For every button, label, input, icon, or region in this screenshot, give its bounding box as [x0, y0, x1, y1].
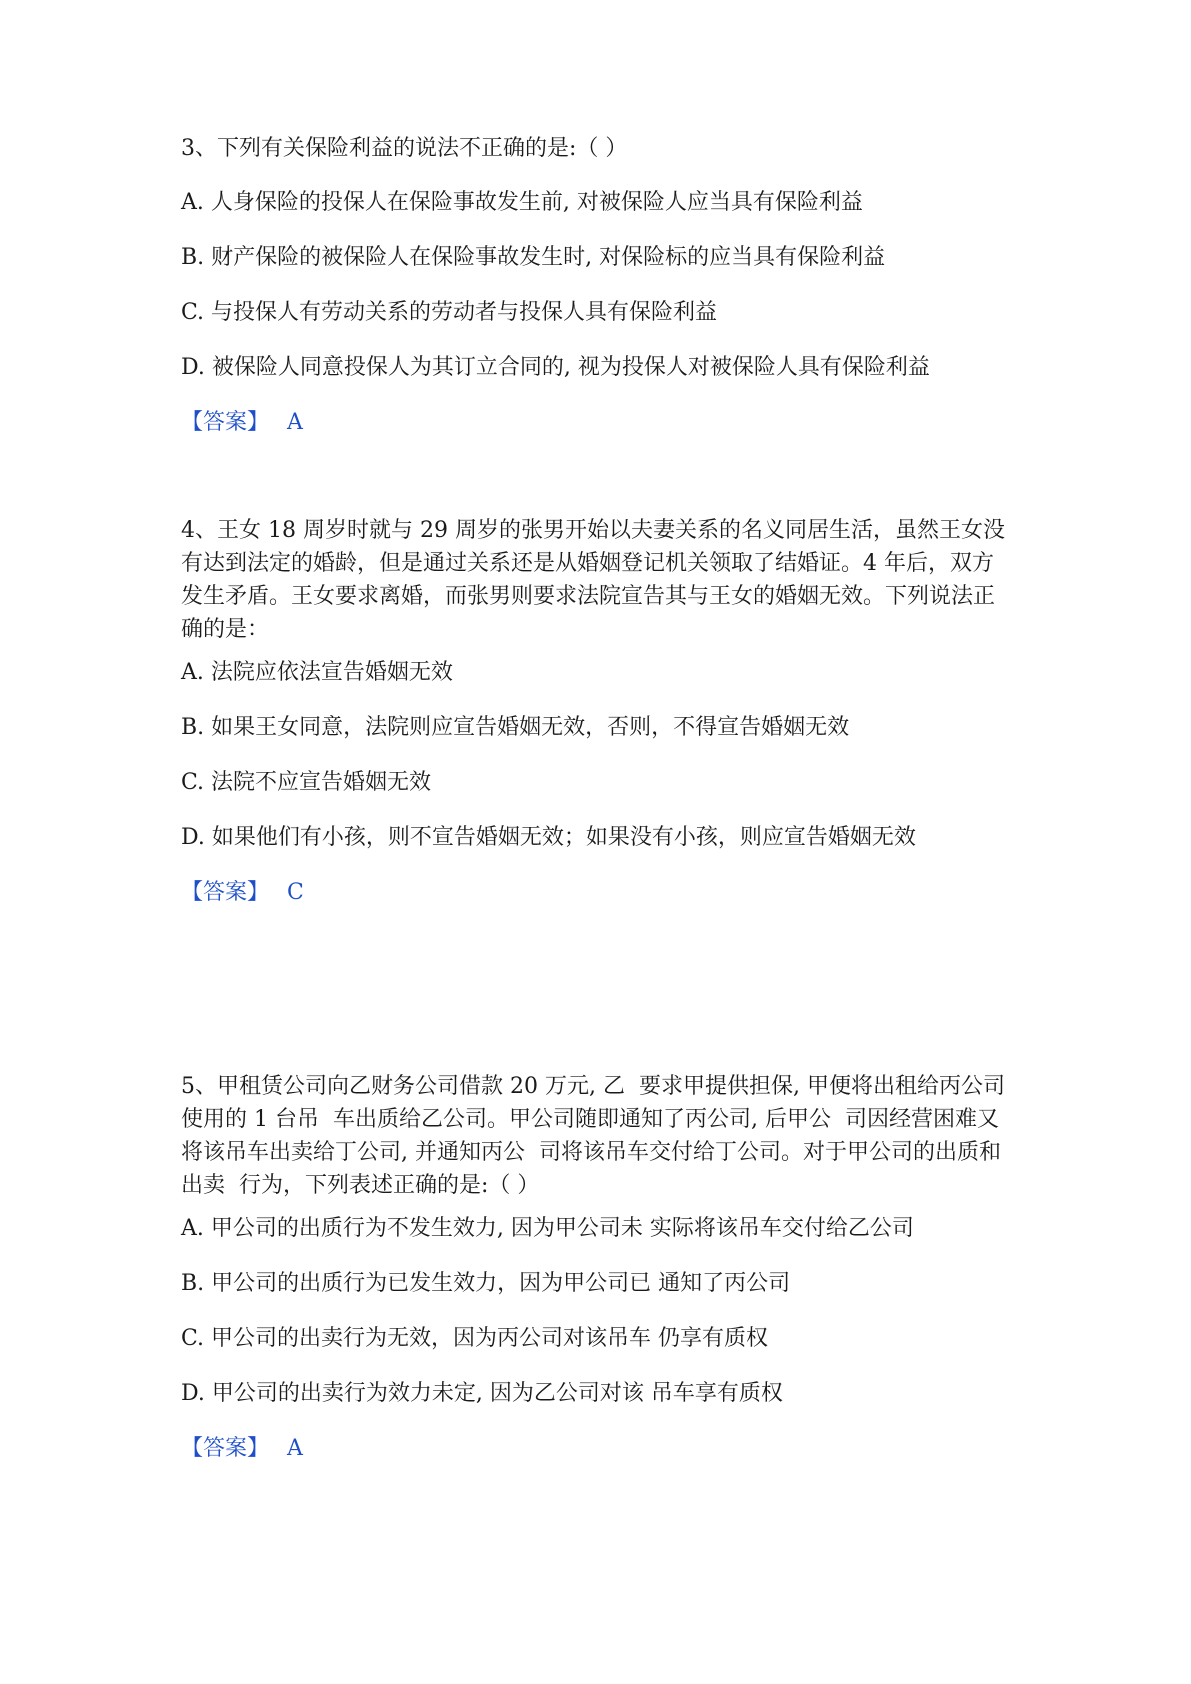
option-a: A. 甲公司的出质行为不发生效力, 因为甲公司未 实际将该吊车交付给乙公司	[181, 1216, 914, 1241]
option-c: C. 与投保人有劳动关系的劳动者与投保人具有保险利益	[181, 300, 718, 325]
question-3	[181, 132, 1011, 442]
question-stem: 3、下列有关保险利益的说法不正确的是:（ ）	[181, 136, 628, 161]
option-d: D. 甲公司的出卖行为效力未定, 因为乙公司对该 吊车享有质权	[181, 1381, 783, 1406]
option-a: A. 人身保险的投保人在保险事故发生前, 对被保险人应当具有保险利益	[181, 190, 863, 215]
option-b: B. 如果王女同意，法院则应宣告婚姻无效，否则，不得宣告婚姻无效	[181, 715, 850, 740]
answer-label: 【答案】	[181, 880, 270, 905]
question-stem: 4、王女 18 周岁时就与 29 周岁的张男开始以夫妻关系的名义同居生活，虽然王女没有达到法定的婚龄，但是通过关系还是从婚姻登记机关领取了结婚证。4 年后，双方发生矛盾。王女要求离婚，而张男则要求法院宣告其与王女的婚姻无效。下列说法正确的是：	[181, 518, 1005, 642]
answer-line	[181, 408, 303, 438]
option-c: C. 法院不应宣告婚姻无效	[181, 770, 432, 795]
question-5	[181, 1070, 1011, 1490]
answer-value: A	[287, 1436, 303, 1461]
answer-value: C	[287, 880, 304, 905]
question-4	[181, 514, 1011, 914]
answer-label: 【答案】	[181, 1436, 270, 1461]
option-b: B. 财产保险的被保险人在保险事故发生时, 对保险标的应当具有保险利益	[181, 245, 886, 270]
option-d: D. 如果他们有小孩，则不宣告婚姻无效；如果没有小孩，则应宣告婚姻无效	[181, 825, 916, 850]
answer-line	[181, 1434, 303, 1464]
answer-value: A	[287, 410, 303, 435]
question-stem: 5、甲租赁公司向乙财务公司借款 20 万元, 乙 要求甲提供担保, 甲便将出租给丙公司使用的 1 台吊 车出质给乙公司。甲公司随即通知了丙公司, 后甲公 司因经营困难又将该吊车出卖给丁公司, 并通知丙公 司将该吊车交付给丁公司。对于甲公司的出质和出卖 行为，下列表述正确的是:（ ）	[181, 1074, 1005, 1198]
option-c: C. 甲公司的出卖行为无效，因为丙公司对该吊车 仍享有质权	[181, 1326, 769, 1351]
option-b: B. 甲公司的出质行为已发生效力，因为甲公司已 通知了丙公司	[181, 1271, 791, 1296]
answer-label: 【答案】	[181, 410, 270, 435]
option-d: D. 被保险人同意投保人为其订立合同的, 视为投保人对被保险人具有保险利益	[181, 355, 930, 380]
answer-line	[181, 878, 304, 908]
option-a: A. 法院应依法宣告婚姻无效	[181, 660, 453, 685]
